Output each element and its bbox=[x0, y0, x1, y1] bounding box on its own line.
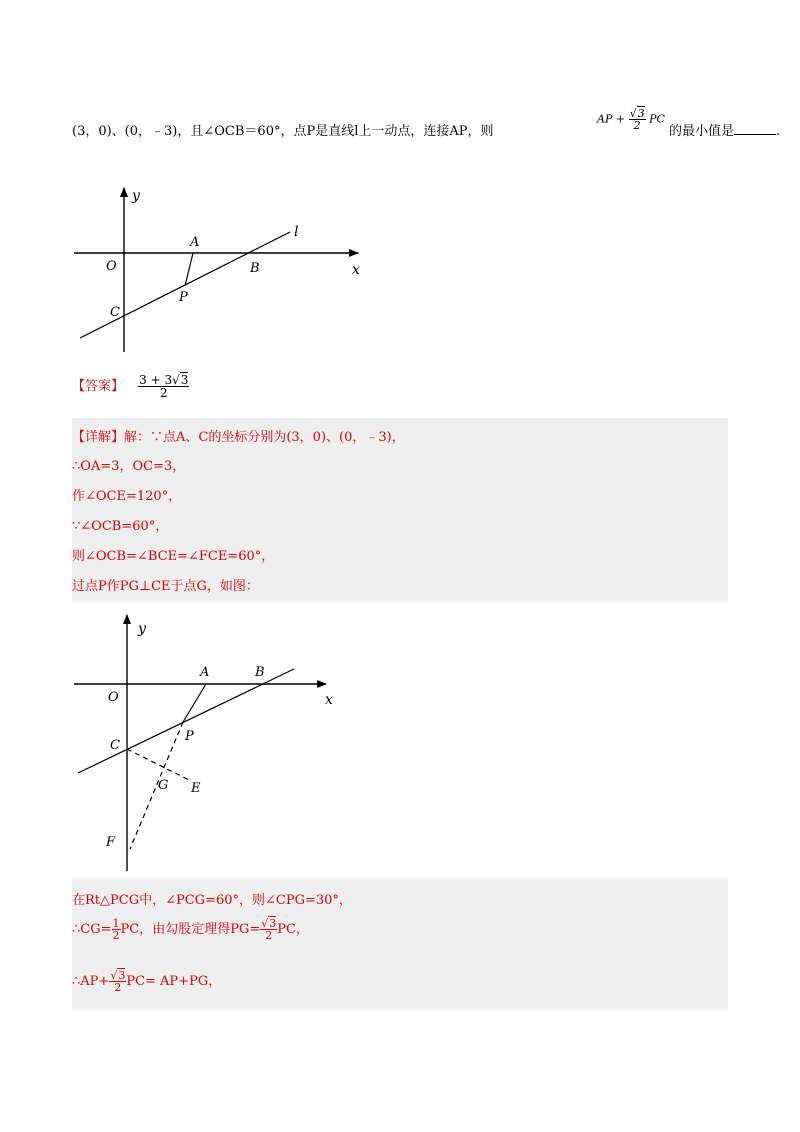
label-a: A bbox=[200, 665, 210, 680]
solution-line-2: ∴OA=3，OC=3， bbox=[72, 459, 186, 474]
label-p: P bbox=[179, 290, 188, 305]
problem-tail: 的最小值是 . bbox=[669, 124, 781, 139]
answer-label: 【答案】 bbox=[72, 379, 125, 394]
solution-line-4: ∵∠OCB=60°， bbox=[72, 519, 169, 534]
solution-line-3: 作∠OCE=120°， bbox=[72, 489, 182, 504]
solution-line-1: 【详解】解：∵点A、C的坐标分别为(3，0)、(0，﹣3)， bbox=[72, 430, 405, 445]
label-g: G bbox=[158, 778, 169, 793]
label-b: B bbox=[255, 665, 265, 680]
label-a: A bbox=[190, 235, 200, 250]
label-c: C bbox=[110, 305, 120, 320]
label-y: y bbox=[132, 188, 140, 204]
label-b: B bbox=[250, 261, 260, 276]
label-x: x bbox=[325, 692, 333, 708]
solution-line-5: 则∠OCB=∠BCE=∠FCE=60°， bbox=[72, 549, 275, 564]
answer-line bbox=[72, 374, 189, 399]
label-x: x bbox=[352, 262, 360, 278]
solution-line-9: ∴AP+ $\frac{√3}{2}$ PC= AP+PG， bbox=[72, 969, 222, 994]
answer-value: $\frac{3 + 3√3}{2}$ bbox=[139, 373, 189, 400]
answer-blank bbox=[734, 122, 776, 135]
problem-expression: AP + $\frac{√3}{2}$ PC bbox=[597, 107, 665, 132]
figure-1 bbox=[72, 180, 372, 360]
label-p: P bbox=[185, 729, 194, 744]
label-o: O bbox=[108, 690, 119, 705]
figure-2 bbox=[72, 603, 354, 875]
solution-line-7: 在Rt△PCG中，∠PCG=60°，则∠CPG=30°， bbox=[72, 893, 352, 908]
label-f: F bbox=[106, 835, 116, 850]
label-e: E bbox=[191, 781, 201, 796]
problem-statement bbox=[72, 107, 781, 152]
label-o: O bbox=[106, 259, 117, 274]
solution-line-6: 过点P作PG⊥CE于点G，如图： bbox=[72, 579, 259, 594]
problem-text: (3，0)、(0，﹣3)，且∠OCB＝60°，点P是直线l上一动点，连接AP，则 bbox=[72, 124, 494, 139]
label-l: l bbox=[294, 224, 299, 240]
label-y: y bbox=[138, 621, 146, 637]
solution-line-8: ∴CG= $\frac{1}{2}$ PC，由勾股定理得PG= $\frac{√3}{2}$ PC， bbox=[72, 917, 309, 942]
label-c: C bbox=[110, 738, 120, 753]
